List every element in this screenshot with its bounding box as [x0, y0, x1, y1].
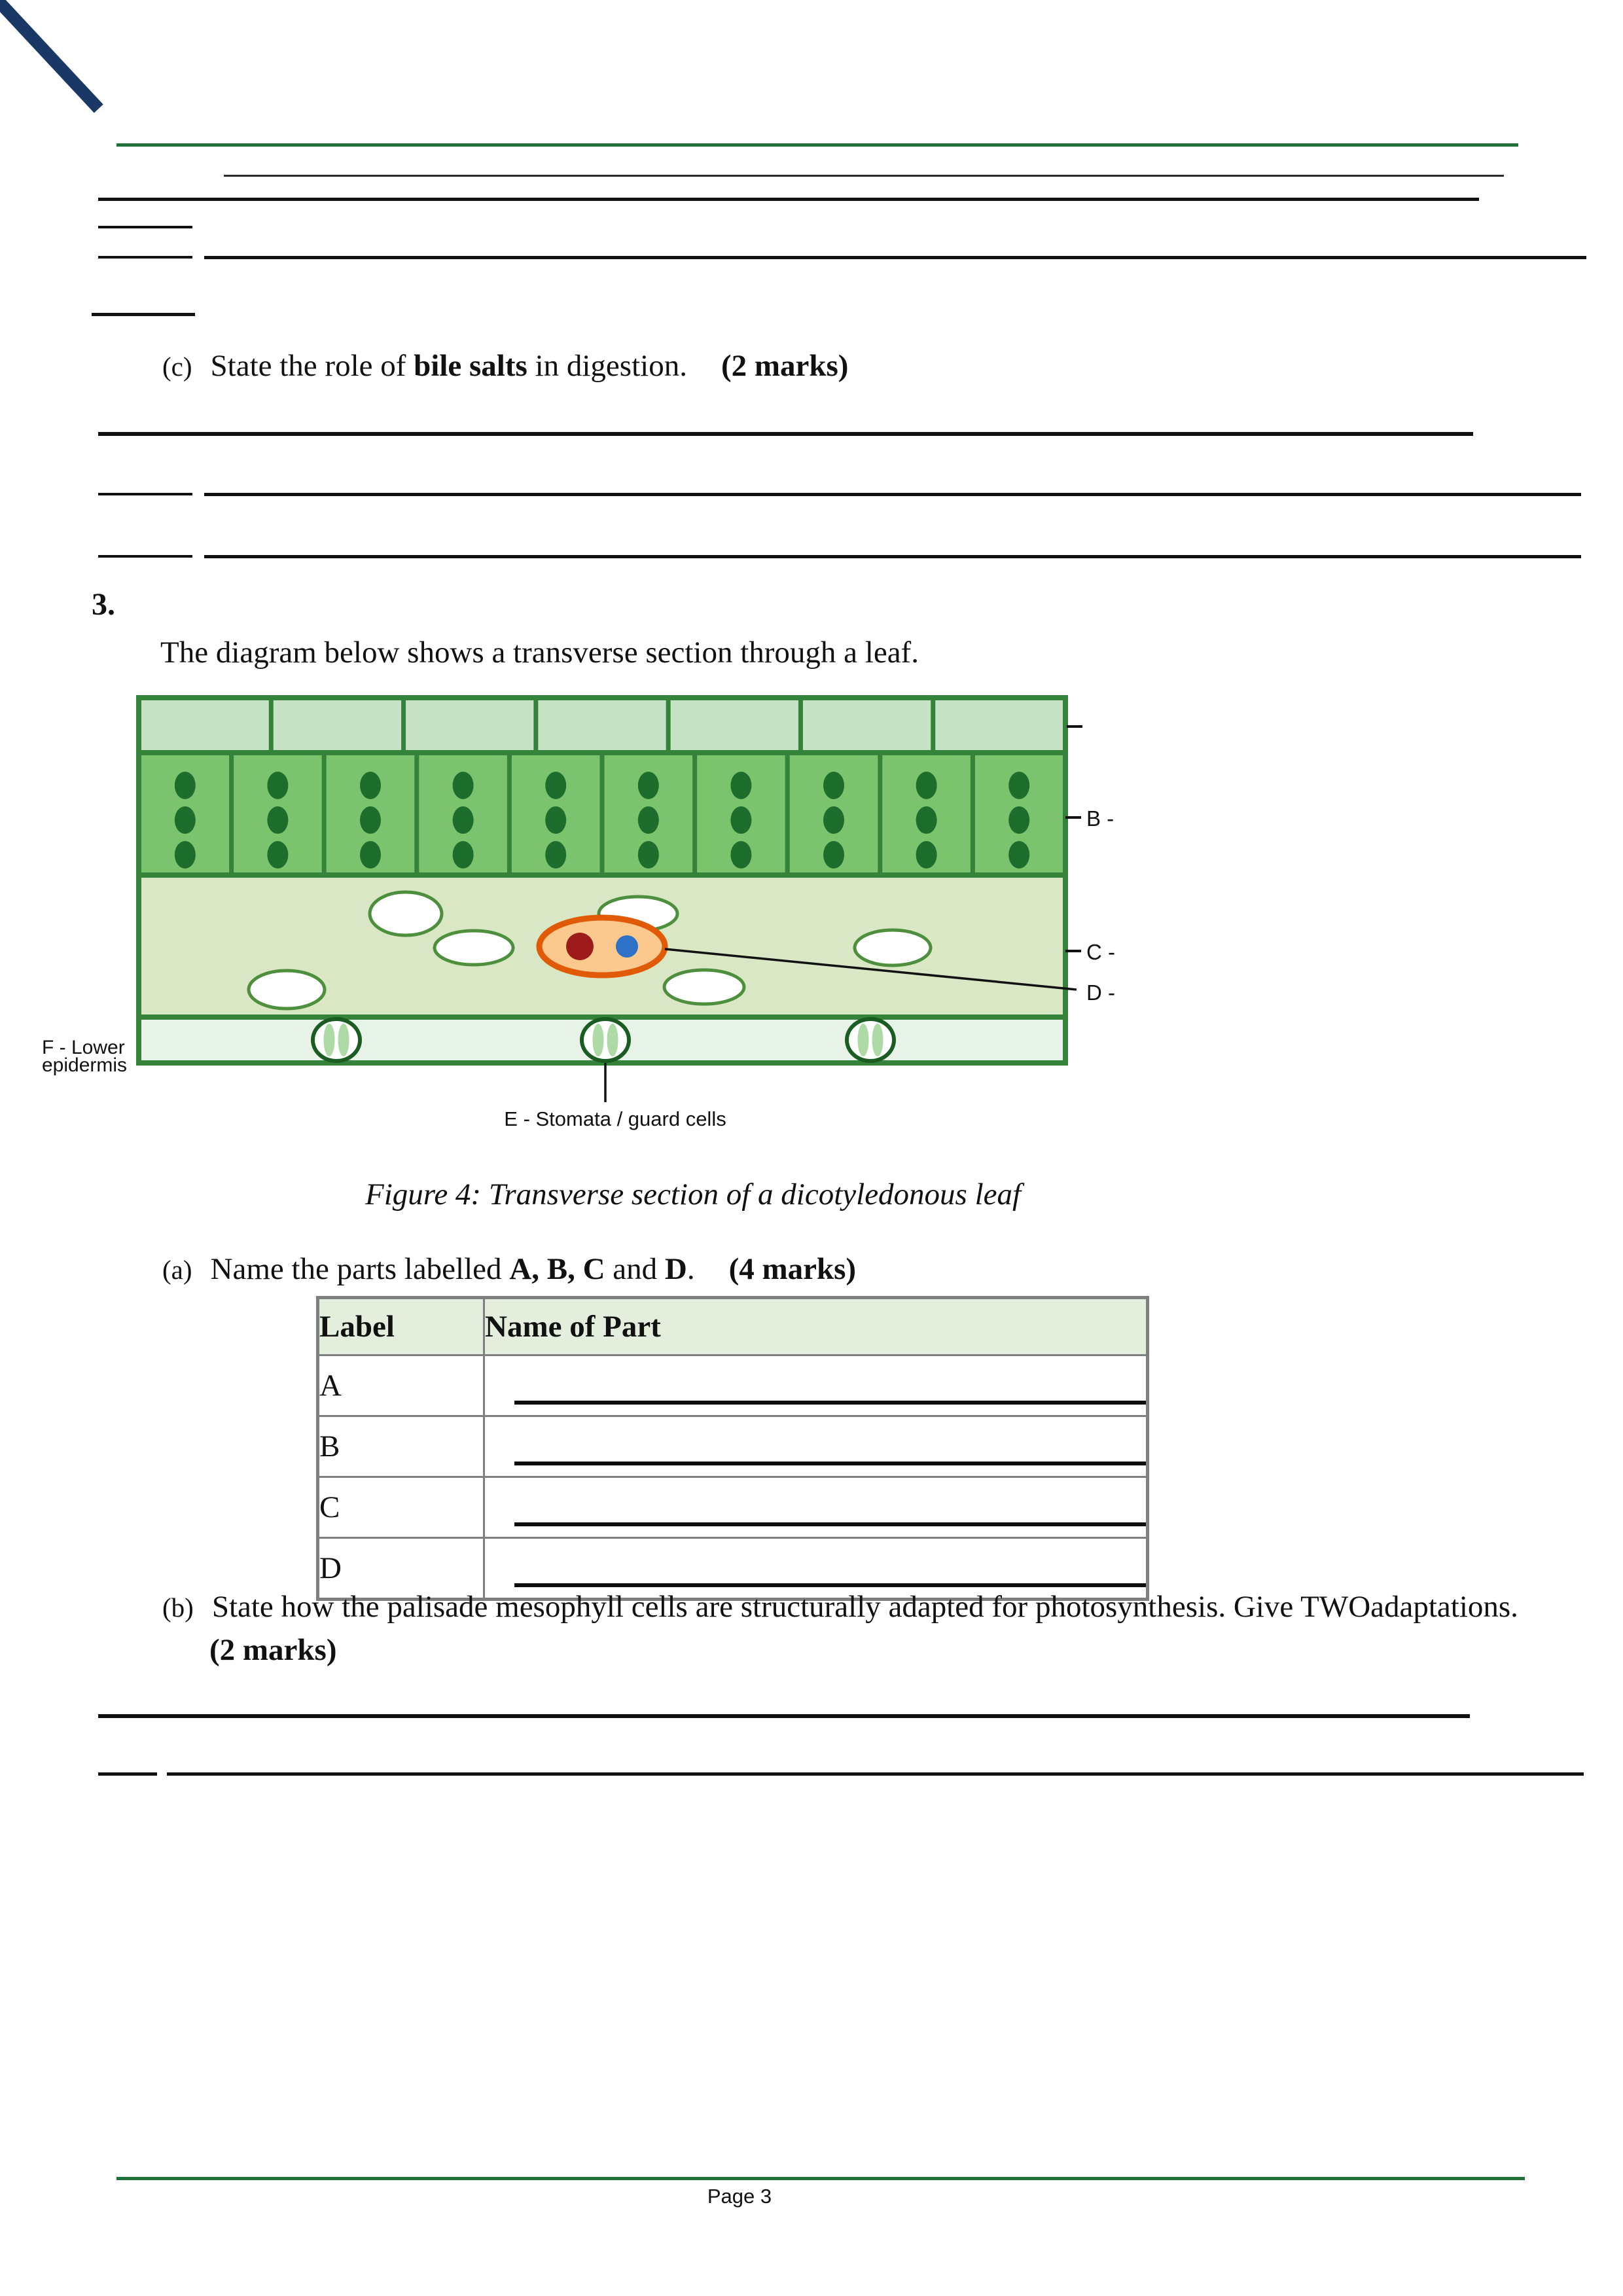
table-row — [318, 1355, 1148, 1416]
upper-epidermis — [139, 698, 1065, 753]
stoma — [313, 1019, 360, 1061]
vascular-bundle — [539, 918, 665, 975]
air-space — [249, 971, 325, 1009]
chloroplast — [545, 772, 566, 799]
table-row — [318, 1477, 1148, 1538]
chloroplast — [916, 806, 937, 834]
air-space — [664, 970, 744, 1004]
label-answer-table — [316, 1296, 1149, 1601]
chloroplast — [267, 806, 288, 834]
chloroplast — [1008, 772, 1029, 799]
answer-line-stub — [98, 493, 192, 495]
guard-cell — [607, 1024, 618, 1056]
label-d: D - — [1086, 980, 1115, 1005]
label-e: E - Stomata / guard cells — [504, 1107, 726, 1130]
table-header-row — [318, 1298, 1148, 1355]
question-c-text: State the role of — [210, 349, 414, 383]
label-f-line2: epidermis — [42, 1054, 128, 1076]
question-c-bold-term: bile salts — [414, 349, 527, 383]
air-space — [855, 930, 931, 965]
answer-line-stub — [92, 313, 195, 316]
label-c: C - — [1086, 940, 1115, 964]
chloroplast — [730, 806, 751, 834]
row-label: B — [318, 1416, 484, 1477]
chloroplast — [453, 841, 474, 869]
answer-line-stub — [98, 226, 192, 228]
chloroplast — [916, 841, 937, 869]
row-label: A — [318, 1355, 484, 1416]
leaf-shapes — [139, 698, 1082, 1102]
chloroplast — [823, 806, 844, 834]
question-b-text: State how the palisade mesophyll cells are structurally adapted for photosynthesis. Give TWOadaptations. — [211, 1590, 1518, 1624]
guard-cell — [858, 1024, 869, 1056]
page-number: Page 3 — [707, 2185, 772, 2208]
answer-blank-line — [514, 1462, 1146, 1465]
phloem — [616, 935, 638, 958]
answer-line-stub — [98, 1772, 157, 1776]
answer-line — [98, 432, 1473, 436]
chloroplast — [175, 841, 196, 869]
chloroplast — [638, 806, 659, 834]
chloroplast — [267, 772, 288, 799]
question-b-marker: (b) — [162, 1592, 194, 1623]
chloroplast — [823, 772, 844, 799]
chloroplast — [175, 806, 196, 834]
chloroplast — [638, 772, 659, 799]
answer-line — [98, 1714, 1470, 1718]
answer-cell — [484, 1355, 1148, 1416]
figure-caption: Figure 4: Transverse section of a dicotyledonous leaf — [365, 1177, 1022, 1211]
chloroplast — [1008, 841, 1029, 869]
question-a-bold-d: D — [664, 1252, 687, 1286]
chloroplast — [545, 841, 566, 869]
label-b: B - — [1086, 806, 1115, 831]
question-a-text: Name the parts labelled — [210, 1252, 510, 1286]
answer-cell — [484, 1416, 1148, 1477]
answer-line — [167, 1772, 1584, 1776]
answer-line — [98, 198, 1479, 201]
header-rule-green — [116, 143, 1518, 147]
chloroplast — [916, 772, 937, 799]
guard-cell — [338, 1024, 349, 1056]
corner-pen-mark — [0, 0, 103, 113]
chloroplast — [267, 841, 288, 869]
answer-line-stub — [98, 555, 192, 558]
question-b-marks: (2 marks) — [209, 1633, 337, 1667]
answer-line — [204, 256, 1586, 259]
air-space — [370, 892, 442, 935]
answer-blank-line — [514, 1583, 1146, 1587]
stoma — [582, 1019, 629, 1061]
table-header-label: Label — [318, 1298, 484, 1355]
footer-rule-green — [116, 2177, 1525, 2180]
question-c-marker: (c) — [162, 351, 192, 382]
guard-cell — [324, 1024, 335, 1056]
chloroplast — [360, 806, 381, 834]
chloroplast — [360, 772, 381, 799]
chloroplast — [638, 841, 659, 869]
question-3-intro: The diagram below shows a transverse section through a leaf. — [160, 636, 919, 670]
row-label: C — [318, 1477, 484, 1538]
guard-cell — [593, 1024, 604, 1056]
xylem — [566, 933, 594, 960]
answer-line — [204, 555, 1581, 558]
answer-blank-line — [514, 1401, 1146, 1405]
question-c — [162, 348, 848, 384]
chloroplast — [1008, 806, 1029, 834]
question-a-text-mid: and — [605, 1252, 665, 1286]
answer-line — [224, 175, 1504, 177]
answer-line-stub — [98, 256, 192, 259]
guard-cell — [872, 1024, 883, 1056]
question-c-marks: (2 marks) — [721, 349, 849, 383]
table-row — [318, 1416, 1148, 1477]
question-a-bold-abc: A, B, C — [509, 1252, 605, 1286]
question-3-number: 3. — [92, 587, 115, 622]
answer-cell — [484, 1477, 1148, 1538]
question-b — [162, 1589, 1518, 1624]
question-a — [162, 1251, 856, 1287]
leaf-diagram — [0, 681, 1623, 1139]
question-c-text-suffix: in digestion. — [527, 349, 687, 383]
question-a-text-suffix: . — [687, 1252, 695, 1286]
chloroplast — [453, 806, 474, 834]
label-f-line1: F - Lower — [42, 1037, 125, 1058]
question-a-marks: (4 marks) — [728, 1252, 857, 1286]
row-label: D — [318, 1538, 484, 1600]
table-header-name-of-part: Name of Part — [484, 1298, 1148, 1355]
chloroplast — [823, 841, 844, 869]
chloroplast — [360, 841, 381, 869]
chloroplast — [545, 806, 566, 834]
chloroplast — [453, 772, 474, 799]
chloroplast — [730, 772, 751, 799]
chloroplast — [730, 841, 751, 869]
answer-blank-line — [514, 1522, 1146, 1526]
question-a-marker: (a) — [162, 1255, 192, 1285]
stoma — [847, 1019, 894, 1061]
chloroplast — [175, 772, 196, 799]
answer-line — [204, 493, 1581, 496]
air-space — [435, 931, 513, 965]
